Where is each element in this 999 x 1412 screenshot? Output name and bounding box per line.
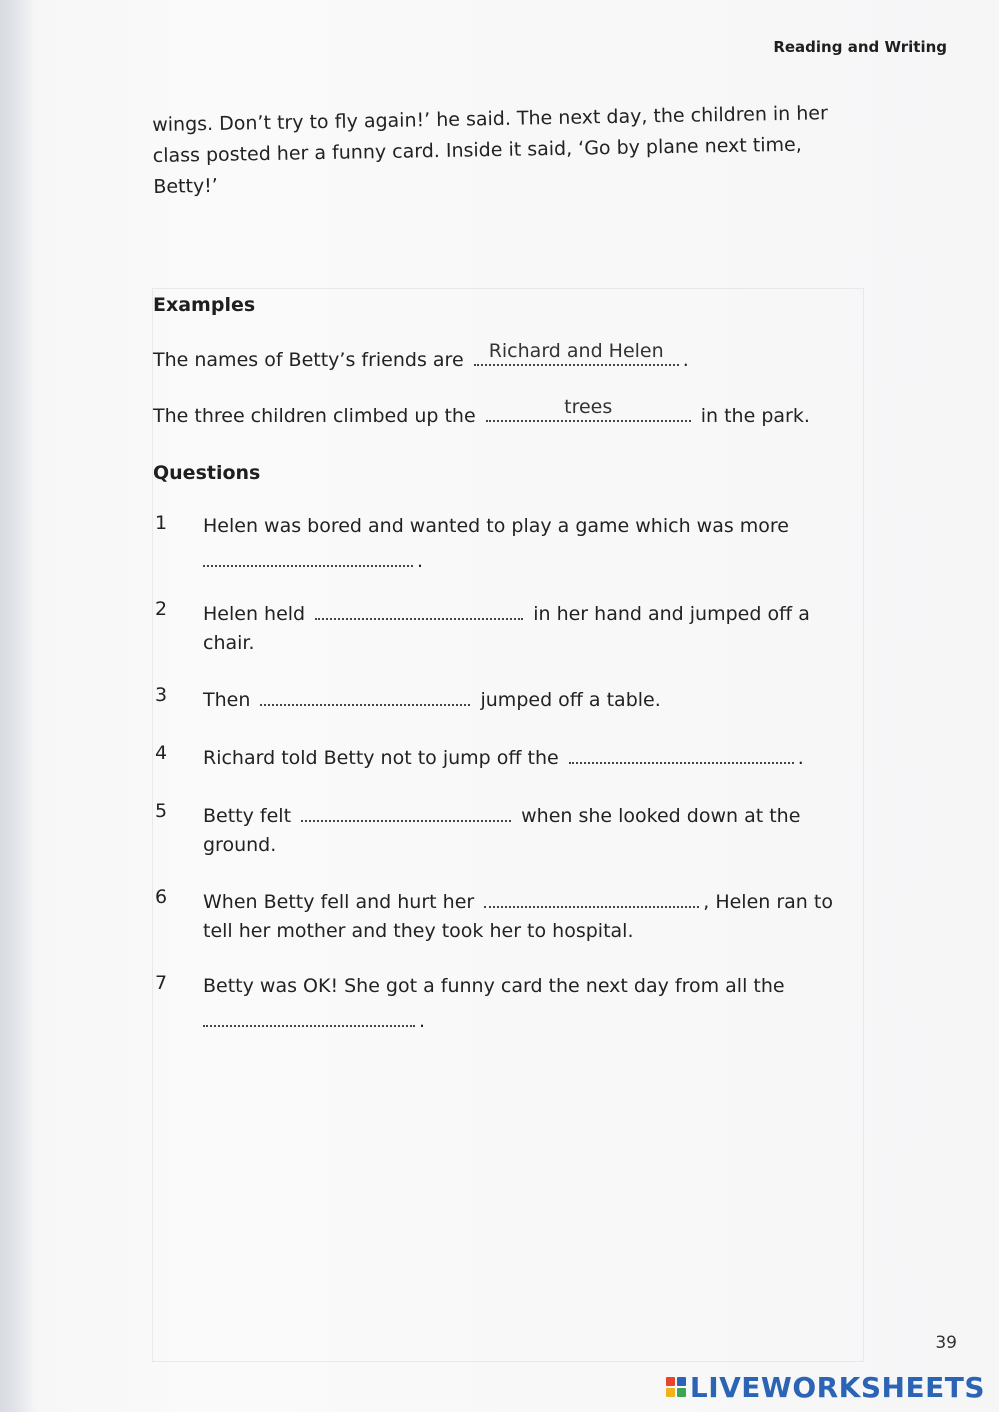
question-number: 2 [155, 598, 168, 620]
question-5-text: Betty felt [203, 805, 292, 827]
question-number: 5 [155, 800, 168, 822]
question-number: 1 [155, 512, 168, 534]
questions-heading: Questions [153, 462, 261, 484]
question-7-text: Betty was OK! She got a funny card the next day from all the [203, 975, 785, 997]
question-4-text: Richard told Betty not to jump off the [203, 747, 559, 769]
question-3-after: jumped off a table. [480, 689, 661, 711]
question-2-line2: chair. [203, 632, 255, 654]
example-2 [153, 396, 810, 427]
question-3-blank[interactable] [260, 684, 470, 706]
question-2-text: Helen held [203, 603, 306, 625]
examples-heading: Examples [153, 294, 256, 316]
page-number: 39 [935, 1333, 957, 1353]
example-1-answer: Richard and Helen [488, 340, 664, 362]
liveworksheets-logo [666, 1370, 985, 1404]
question-5-after: when she looked down at the [521, 805, 801, 827]
question-4-after: . [797, 747, 804, 769]
question-number: 6 [155, 886, 168, 908]
liveworksheets-logo-icon [666, 1377, 686, 1397]
question-2-after: in her hand and jumped off a [533, 603, 810, 625]
question-6-after: , Helen ran to [703, 891, 833, 913]
example-2-after: in the park. [700, 405, 810, 427]
question-6-line2: tell her mother and they took her to hospital. [203, 920, 634, 942]
example-1 [153, 340, 689, 371]
question-number: 7 [155, 972, 168, 994]
question-number: 3 [155, 684, 168, 706]
page-spine-shadow [0, 0, 34, 1412]
liveworksheets-logo-text: LIVEWORKSHEETS [689, 1370, 985, 1404]
question-2-blank[interactable] [315, 598, 523, 620]
question-7-blank[interactable] [203, 1005, 415, 1027]
question-1-after: . [417, 550, 424, 572]
example-1-text: The names of Betty’s friends are [153, 349, 464, 371]
example-2-blank [486, 396, 691, 422]
example-2-answer: trees [564, 396, 613, 418]
question-6-text: When Betty fell and hurt her [203, 891, 475, 913]
question-number: 4 [155, 742, 168, 764]
question-1-text: Helen was bored and wanted to play a game which was more [203, 515, 789, 537]
section-header: Reading and Writing [773, 38, 947, 56]
question-3-text: Then [203, 689, 251, 711]
story-ending-paragraph: wings. Don’t try to fly again!’ he said. The next day, the children in her class posted her a funny card. Inside it said, ‘Go by plane next time, Betty!’ [152, 102, 829, 198]
question-1-blank[interactable] [203, 545, 413, 567]
example-1-after: . [682, 349, 689, 371]
question-5-blank[interactable] [301, 800, 511, 822]
question-7-after: . [419, 1010, 426, 1032]
question-4-blank[interactable] [569, 742, 794, 764]
example-2-text: The three children climbed up the [153, 405, 476, 427]
question-5-line2: ground. [203, 834, 277, 856]
question-6-blank[interactable] [484, 886, 699, 908]
example-1-blank [474, 340, 679, 366]
